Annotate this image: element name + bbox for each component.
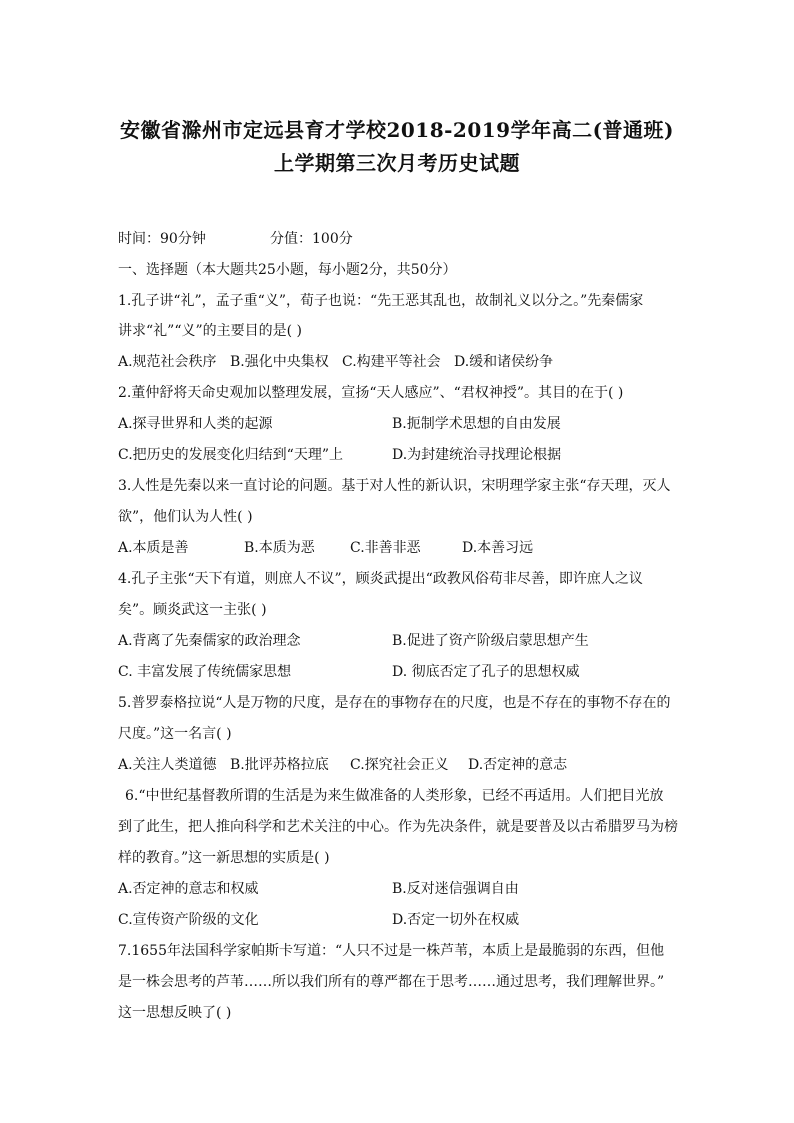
question-6-stem-line: 6.“中世纪基督教所谓的生活是为来生做准备的人类形象，已经不再适用。人们把目光放 (125, 788, 664, 804)
question-4-stem-line: 矣”。顾炎武这一主张( ) (118, 602, 267, 618)
option-b: B.扼制学术思想的自由发展 (392, 416, 561, 432)
question-5-stem-line: 5.普罗泰格拉说“人是万物的尺度，是存在的事物存在的尺度，也是不存在的事物不存在的 (118, 695, 671, 711)
question-1-stem-line: 1.孔子讲“礼”，孟子重“义”，荀子也说：“先王恶其乱也，故制礼义以分之。”先秦儒家 (118, 293, 644, 309)
question-3-stem-line: 3.人性是先秦以来一直讨论的问题。基于对人性的新认识，宋明理学家主张“存天理，灭人 (118, 478, 671, 494)
option-a: A.背离了先秦儒家的政治理念 (118, 633, 301, 649)
option-d: D.缓和诸侯纷争 (454, 354, 554, 370)
question-3-stem-line: 欲”，他们认为人性( ) (118, 509, 253, 525)
question-2-options (118, 446, 688, 464)
question-6-stem-line: 样的教育。”这一新思想的实质是( ) (118, 850, 330, 866)
question-5-stem-line: 尺度。”这一名言( ) (118, 726, 232, 742)
option-d: D.本善习远 (462, 540, 534, 556)
question-7-stem-line: 7.1655年法国科学家帕斯卡写道：“人只不过是一株芦苇，本质上是最脆弱的东西，但他 (118, 943, 665, 959)
question-2-stem-line: 2.董仲舒将天命史观加以整理发展，宣扬“天人感应”、“君权神授”。其目的在于( ) (118, 385, 624, 401)
exam-meta (118, 230, 688, 248)
option-b: B.本质为恶 (244, 540, 315, 556)
option-d: D.否定一切外在权威 (392, 912, 520, 928)
question-4-options (118, 632, 688, 650)
question-4-stem-line: 4.孔子主张“天下有道，则庶人不议”，顾炎武提出“政教风俗苟非尽善，即许庶人之议 (118, 571, 643, 587)
option-c: C.把历史的发展变化归结到“天理”上 (118, 447, 343, 463)
option-d: D. 彻底否定了孔子的思想权威 (392, 664, 580, 680)
question-6-stem-line: 到了此生，把人推向科学和艺术关注的中心。作为先决条件，就是要普及以古希腊罗马为榜 (118, 819, 678, 835)
question-5-options (118, 756, 688, 774)
option-c: C.非善非恶 (350, 540, 421, 556)
section-title: 一、选择题（本大题共25小题，每小题2分，共50分） (118, 262, 457, 278)
option-c: C.探究社会正义 (350, 757, 449, 773)
question-6-options (118, 911, 688, 929)
exam-time: 时间：90分钟 (118, 231, 206, 247)
option-b: B.强化中央集权 (230, 354, 329, 370)
question-4-options (118, 663, 688, 681)
question-3-options (118, 539, 688, 557)
option-d: D.为封建统治寻找理论根据 (392, 447, 562, 463)
option-c: C.宣传资产阶级的文化 (118, 912, 259, 928)
option-d: D.否定神的意志 (468, 757, 568, 773)
option-a: A.否定神的意志和权威 (118, 881, 259, 897)
option-b: B.批评苏格拉底 (230, 757, 329, 773)
question-7-stem-line: 是一株会思考的芦苇……所以我们所有的尊严都在于思考……通过思考，我们理解世界。” (118, 974, 665, 990)
option-a: A.本质是善 (118, 540, 189, 556)
option-a: A.关注人类道德 (118, 757, 217, 773)
exam-title-line1: 安徽省滁州市定远县育才学校2018-2019学年高二(普通班) (119, 118, 675, 142)
option-c: C.构建平等社会 (342, 354, 441, 370)
question-7-stem-line: 这一思想反映了( ) (118, 1005, 232, 1021)
option-a: A.规范社会秩序 (118, 354, 217, 370)
option-b: B.促进了资产阶级启蒙思想产生 (392, 633, 589, 649)
option-c: C. 丰富发展了传统儒家思想 (118, 664, 292, 680)
option-b: B.反对迷信强调自由 (392, 881, 519, 897)
exam-score: 分值：100分 (270, 231, 353, 247)
exam-title-line2: 上学期第三次月考历史试题 (274, 151, 520, 175)
question-1-options (118, 353, 688, 371)
question-6-options (118, 880, 688, 898)
option-a: A.探寻世界和人类的起源 (118, 416, 273, 432)
question-2-options (118, 415, 688, 433)
question-1-stem-line: 讲求“礼”“义”的主要目的是( ) (118, 323, 303, 339)
